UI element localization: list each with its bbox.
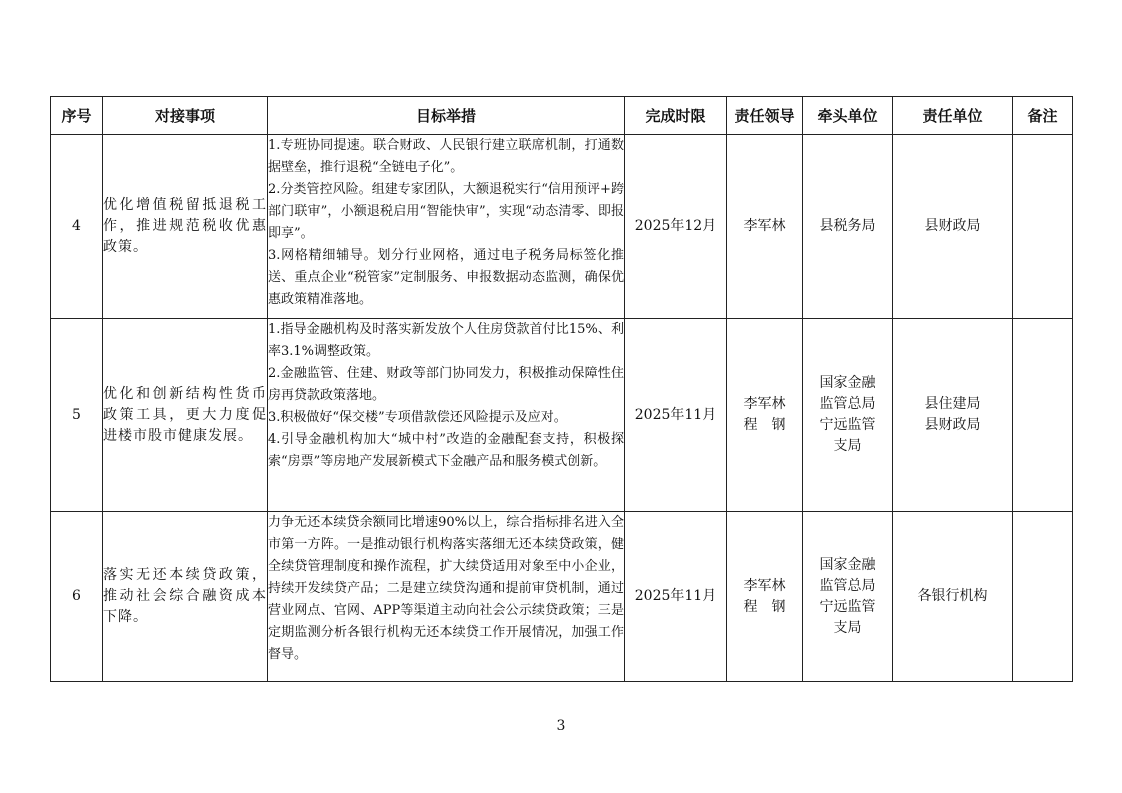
row-lead-unit: 县税务局 — [803, 135, 893, 319]
header-resp-unit: 责任单位 — [893, 97, 1013, 135]
measure-item: 1.专班协同提速。联合财政、人民银行建立联席机制，打通数据壁垒，推行退税“全链电子化”。 — [268, 138, 624, 175]
row-deadline: 2025年12月 — [625, 135, 727, 319]
row-remark — [1013, 512, 1073, 682]
header-no: 序号 — [51, 97, 103, 135]
row-deadline: 2025年11月 — [625, 512, 727, 682]
table-header-row — [51, 97, 1073, 135]
header-topic: 对接事项 — [103, 97, 268, 135]
row-lead-unit: 国家金融 监管总局 宁远监管 支局 — [803, 319, 893, 512]
row-leader: 李军林 程 钢 — [727, 512, 803, 682]
row-measures — [268, 135, 625, 319]
row-remark — [1013, 319, 1073, 512]
measure-item: 1.指导金融机构及时落实新发放个人住房贷款首付比15%、利率3.1%调整政策。 — [268, 322, 624, 359]
header-measures: 目标举措 — [268, 97, 625, 135]
row-leader: 李军林 — [727, 135, 803, 319]
table-row — [51, 319, 1073, 512]
header-leader: 责任领导 — [727, 97, 803, 135]
header-deadline: 完成时限 — [625, 97, 727, 135]
task-table — [50, 96, 1073, 682]
page-number: 3 — [556, 718, 566, 734]
row-topic: 优化增值税留抵退税工作，推进规范税收优惠政策。 — [103, 135, 268, 319]
row-deadline: 2025年11月 — [625, 319, 727, 512]
row-topic: 优化和创新结构性货币政策工具，更大力度促进楼市股市健康发展。 — [103, 319, 268, 512]
row-leader: 李军林 程 钢 — [727, 319, 803, 512]
table-row — [51, 135, 1073, 319]
row-number: 6 — [51, 512, 103, 682]
measure-item: 4.引导金融机构加大“城中村”改造的金融配套支持，积极探索“房票”等房地产发展新模式下金融产品和服务模式创新。 — [268, 432, 624, 469]
row-resp-unit: 各银行机构 — [893, 512, 1013, 682]
measure-item: 3.网格精细辅导。划分行业网格，通过电子税务局标签化推送、重点企业“税管家”定制服务、申报数据动态监测，确保优惠政策精准落地。 — [268, 248, 624, 307]
row-lead-unit: 国家金融 监管总局 宁远监管 支局 — [803, 512, 893, 682]
measure-item: 2.金融监管、住建、财政等部门协同发力，积极推动保障性住房再贷款政策落地。 — [268, 366, 624, 403]
measure-item: 2.分类管控风险。组建专家团队，大额退税实行“信用预评+跨部门联审”，小额退税启用“智能快审”，实现“动态清零、即报即享”。 — [268, 182, 624, 241]
header-remark: 备注 — [1013, 97, 1073, 135]
row-measures — [268, 319, 625, 512]
header-lead-unit: 牵头单位 — [803, 97, 893, 135]
row-number: 5 — [51, 319, 103, 512]
row-resp-unit: 县住建局 县财政局 — [893, 319, 1013, 512]
measure-item: 3.积极做好“保交楼”专项借款偿还风险提示及应对。 — [268, 410, 567, 425]
measure-item: 力争无还本续贷余额同比增速90%以上，综合指标排名进入全市第一方阵。一是推动银行机构落实落细无还本续贷政策，健全续贷管理制度和操作流程，扩大续贷适用对象至中小企业，持续开发续贷产品；二是建立续贷沟通和提前审贷机制，通过营业网点、官网、APP等渠道主动向社会公示续贷政策；三是定期监测分析各银行机构无还本续贷工作开展情况，加强工作督导。 — [268, 515, 624, 662]
row-remark — [1013, 135, 1073, 319]
row-measures — [268, 512, 625, 682]
row-topic: 落实无还本续贷政策，推动社会综合融资成本下降。 — [103, 512, 268, 682]
row-number: 4 — [51, 135, 103, 319]
table-row — [51, 512, 1073, 682]
row-resp-unit: 县财政局 — [893, 135, 1013, 319]
